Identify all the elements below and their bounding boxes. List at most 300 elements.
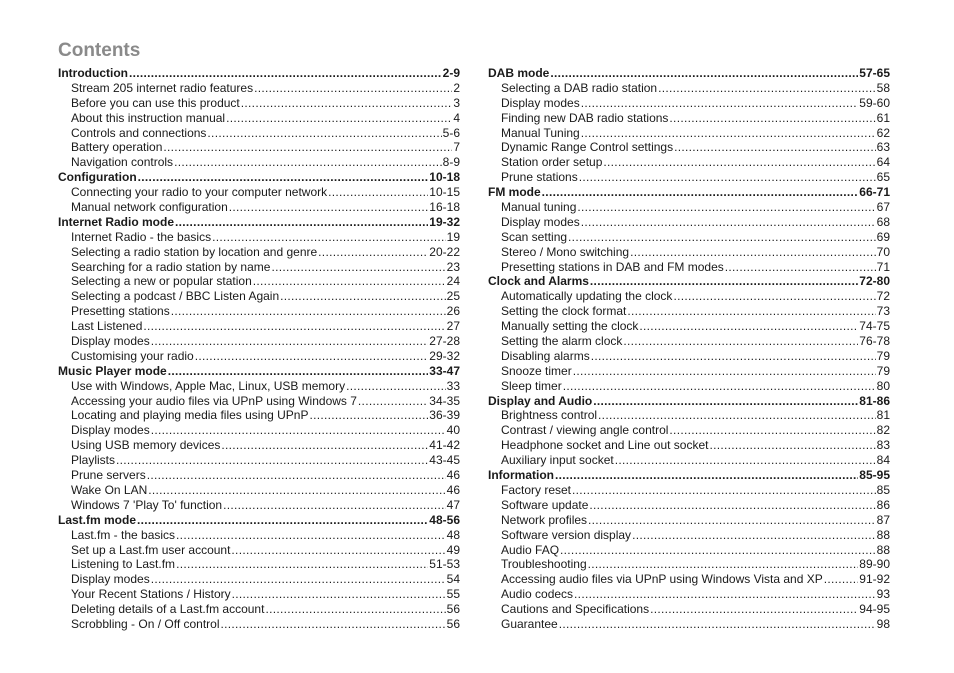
toc-entry	[488, 260, 890, 275]
toc-entry	[58, 483, 460, 498]
toc-entry-page: 23	[446, 259, 460, 274]
toc-entry-page: 81	[876, 408, 890, 423]
toc-entry-page: 72	[876, 289, 890, 304]
toc-entry-label: Software version display	[501, 527, 632, 542]
toc-section-entry	[58, 66, 460, 81]
toc-leader-dots	[176, 528, 446, 543]
toc-entry-label: Locating and playing media files using UPnP	[71, 408, 309, 423]
toc-entry-page: 41-42	[429, 438, 460, 453]
toc-entry-page: 62	[876, 125, 890, 140]
toc-entry	[58, 543, 460, 558]
toc-leader-dots	[593, 394, 858, 409]
toc-entry-page: 83	[876, 438, 890, 453]
toc-entry-page: 49	[446, 542, 460, 557]
toc-leader-dots	[280, 289, 446, 304]
toc-entry-label: Disabling alarms	[501, 348, 590, 363]
toc-leader-dots	[174, 155, 442, 170]
toc-entry-page: 80	[876, 378, 890, 393]
toc-entry-label: Accessing your audio files via UPnP using Windows 7	[71, 393, 357, 408]
toc-entry-label: Troubleshooting	[501, 557, 587, 572]
toc-entry-label: Dynamic Range Control settings	[501, 140, 674, 155]
toc-leader-dots	[573, 364, 876, 379]
toc-leader-dots	[581, 215, 876, 230]
toc-entry	[488, 602, 890, 617]
toc-entry-label: Display modes	[71, 334, 150, 349]
toc-entry-page: 73	[876, 304, 890, 319]
toc-entry-label: Display and Audio	[488, 393, 593, 408]
toc-entry-page: 56	[446, 602, 460, 617]
toc-entry-label: Scan setting	[501, 229, 568, 244]
toc-entry-label: DAB mode	[488, 66, 550, 80]
toc-entry-page: 33-47	[429, 363, 460, 378]
toc-entry	[58, 230, 460, 245]
toc-entry-page: 74-75	[859, 319, 890, 334]
toc-entry-label: Manual Tuning	[501, 125, 580, 140]
toc-entry-label: FM mode	[488, 185, 541, 200]
toc-leader-dots	[175, 215, 428, 230]
toc-entry	[58, 140, 460, 155]
toc-entry-label: Network profiles	[501, 512, 588, 527]
toc-entry	[58, 334, 460, 349]
toc-entry-page: 66-71	[859, 185, 890, 200]
toc-leader-dots	[171, 304, 446, 319]
toc-leader-dots	[254, 81, 452, 96]
toc-section-entry	[58, 170, 460, 185]
toc-entry-page: 7	[453, 140, 460, 155]
toc-entry	[58, 260, 460, 275]
toc-leader-dots	[151, 423, 446, 438]
toc-entry-label: Your Recent Stations / History	[71, 587, 231, 602]
toc-entry-page: 46	[446, 468, 460, 483]
toc-entry-label: Manually setting the clock	[501, 319, 639, 334]
toc-entry	[58, 185, 460, 200]
toc-leader-dots	[271, 260, 445, 275]
toc-entry-page: 85	[876, 482, 890, 497]
toc-leader-dots	[318, 245, 428, 260]
toc-entry-label: Using USB memory devices	[71, 438, 221, 453]
toc-leader-dots	[550, 66, 858, 81]
toc-leader-dots	[725, 260, 876, 275]
toc-leader-dots	[669, 423, 875, 438]
toc-entry	[488, 140, 890, 155]
toc-entry-page: 4	[453, 110, 460, 125]
toc-entry-page: 98	[876, 616, 890, 631]
toc-entry-label: Accessing audio files via UPnP using Windows Vista and XP	[501, 572, 823, 587]
toc-entry-label: Guarantee	[501, 616, 558, 631]
toc-entry	[488, 587, 890, 602]
toc-entry	[58, 349, 460, 364]
toc-entry-label: Selecting a radio station by location and genre	[71, 244, 318, 259]
toc-leader-dots	[346, 379, 446, 394]
toc-entry	[488, 617, 890, 632]
toc-entry-label: Use with Windows, Apple Mac, Linux, USB memory	[71, 378, 346, 393]
toc-entry-label: Before you can use this product	[71, 95, 240, 110]
toc-entry-label: Scrobbling - On / Off control	[71, 616, 220, 631]
toc-entry-label: Windows 7 'Play To' function	[71, 497, 223, 512]
toc-leader-dots	[591, 349, 876, 364]
toc-leader-dots	[603, 155, 875, 170]
toc-entry	[488, 170, 890, 185]
toc-entry-label: Introduction	[58, 66, 128, 80]
toc-entry-page: 88	[876, 527, 890, 542]
toc-leader-dots	[589, 498, 875, 513]
page-title: Contents	[58, 40, 141, 61]
toc-entry-page: 88	[876, 542, 890, 557]
toc-entry-label: Brightness control	[501, 408, 598, 423]
toc-entry-page: 59-60	[859, 95, 890, 110]
toc-entry-page: 68	[876, 214, 890, 229]
toc-leader-dots	[574, 587, 876, 602]
toc-entry	[58, 468, 460, 483]
toc-entry-page: 10-15	[429, 185, 460, 200]
toc-entry-label: Presetting stations in DAB and FM modes	[501, 259, 724, 274]
toc-entry-label: Connecting your radio to your computer network	[71, 185, 328, 200]
toc-entry	[488, 498, 890, 513]
toc-entry-label: Setting the alarm clock	[501, 334, 623, 349]
toc-entry-label: Navigation controls	[71, 155, 174, 170]
toc-entry-page: 85-95	[859, 468, 890, 483]
toc-entry	[488, 349, 890, 364]
toc-entry	[58, 617, 460, 632]
toc-right-column	[488, 66, 890, 632]
toc-entry-page: 89-90	[859, 557, 890, 572]
toc-leader-dots	[630, 245, 876, 260]
toc-entry	[58, 498, 460, 513]
toc-leader-dots	[673, 289, 875, 304]
toc-leader-dots	[588, 513, 876, 528]
toc-leader-dots	[207, 126, 441, 141]
toc-entry-label: Wake On LAN	[71, 482, 148, 497]
toc-entry-page: 69	[876, 229, 890, 244]
toc-section-entry	[488, 394, 890, 409]
toc-entry	[488, 126, 890, 141]
toc-entry-label: Cautions and Specifications	[501, 602, 650, 617]
toc-leader-dots	[632, 528, 876, 543]
toc-entry	[58, 572, 460, 587]
toc-entry-label: Information	[488, 468, 554, 483]
toc-entry	[488, 379, 890, 394]
toc-entry-page: 63	[876, 140, 890, 155]
toc-leader-dots	[674, 140, 876, 155]
toc-entry-page: 58	[876, 80, 890, 95]
toc-leader-dots	[563, 379, 876, 394]
toc-entry-label: Presetting stations	[71, 304, 170, 319]
toc-entry-label: Selecting a DAB radio station	[501, 80, 658, 95]
toc-entry	[58, 394, 460, 409]
toc-entry	[58, 126, 460, 141]
toc-leader-dots	[151, 334, 429, 349]
toc-entry-label: About this instruction manual	[71, 110, 226, 125]
toc-leader-dots	[590, 274, 858, 289]
toc-entry-page: 64	[876, 155, 890, 170]
toc-section-entry	[488, 66, 890, 81]
toc-leader-dots	[627, 304, 875, 319]
toc-leader-dots	[555, 468, 858, 483]
toc-leader-dots	[129, 66, 442, 81]
toc-entry-label: Set up a Last.fm user account	[71, 542, 231, 557]
toc-entry-label: Display modes	[71, 572, 150, 587]
toc-entry-label: Setting the clock format	[501, 304, 627, 319]
toc-entry	[488, 81, 890, 96]
toc-section-entry	[58, 215, 460, 230]
toc-entry	[58, 96, 460, 111]
toc-leader-dots	[176, 557, 428, 572]
toc-entry-page: 55	[446, 587, 460, 602]
toc-entry-page: 93	[876, 587, 890, 602]
toc-section-entry	[58, 513, 460, 528]
toc-leader-dots	[221, 617, 446, 632]
toc-entry-page: 16-18	[429, 200, 460, 215]
toc-leader-dots	[168, 364, 429, 379]
toc-leader-dots	[163, 140, 452, 155]
toc-entry	[58, 423, 460, 438]
toc-entry-page: 27	[446, 319, 460, 334]
toc-entry-page: 36-39	[429, 408, 460, 423]
toc-leader-dots	[572, 483, 876, 498]
toc-entry-label: Internet Radio mode	[58, 214, 175, 229]
toc-entry-page: 61	[876, 110, 890, 125]
toc-entry-page: 33	[446, 378, 460, 393]
toc-leader-dots	[568, 230, 876, 245]
toc-entry	[58, 245, 460, 260]
toc-entry-label: Station order setup	[501, 155, 603, 170]
toc-entry-label: Controls and connections	[71, 125, 207, 140]
toc-leader-dots	[221, 438, 428, 453]
toc-entry	[488, 111, 890, 126]
toc-entry-label: Auxiliary input socket	[501, 453, 614, 468]
toc-leader-dots	[147, 468, 446, 483]
toc-entry-label: Software update	[501, 497, 589, 512]
toc-entry	[58, 557, 460, 572]
toc-leader-dots	[559, 617, 876, 632]
toc-leader-dots	[148, 483, 445, 498]
toc-leader-dots	[212, 230, 446, 245]
toc-entry-label: Last.fm mode	[58, 512, 137, 527]
toc-entry	[488, 408, 890, 423]
toc-entry-page: 81-86	[859, 393, 890, 408]
toc-entry-page: 43-45	[429, 453, 460, 468]
toc-entry-page: 25	[446, 289, 460, 304]
toc-entry	[488, 543, 890, 558]
toc-entry-label: Headphone socket and Line out socket	[501, 438, 709, 453]
toc-entry	[488, 334, 890, 349]
toc-entry-page: 84	[876, 453, 890, 468]
toc-entry	[58, 200, 460, 215]
toc-entry	[58, 155, 460, 170]
toc-entry-page: 34-35	[429, 393, 460, 408]
toc-entry	[488, 528, 890, 543]
toc-entry-label: Selecting a new or popular station	[71, 274, 252, 289]
toc-left-column	[58, 66, 460, 632]
toc-entry-label: Deleting details of a Last.fm account	[71, 602, 265, 617]
toc-entry-page: 79	[876, 363, 890, 378]
toc-entry-label: Display modes	[71, 423, 150, 438]
toc-entry	[58, 528, 460, 543]
toc-entry	[488, 572, 890, 587]
toc-leader-dots	[581, 96, 859, 111]
toc-entry-label: Contrast / viewing angle control	[501, 423, 669, 438]
toc-entry-page: 70	[876, 244, 890, 259]
toc-section-entry	[488, 274, 890, 289]
toc-entry-page: 27-28	[429, 334, 460, 349]
toc-leader-dots	[358, 394, 428, 409]
toc-entry	[58, 81, 460, 96]
toc-entry	[58, 274, 460, 289]
toc-entry-page: 29-32	[429, 348, 460, 363]
toc-entry-page: 2	[453, 80, 460, 95]
toc-entry-label: Manual network configuration	[71, 200, 228, 215]
toc-entry	[58, 304, 460, 319]
toc-leader-dots	[542, 185, 859, 200]
toc-leader-dots	[658, 81, 876, 96]
toc-entry-page: 26	[446, 304, 460, 319]
toc-entry-page: 40	[446, 423, 460, 438]
toc-entry	[488, 483, 890, 498]
toc-leader-dots	[579, 170, 876, 185]
toc-entry-label: Clock and Alarms	[488, 274, 589, 289]
toc-entry-page: 8-9	[442, 155, 460, 170]
toc-entry	[488, 200, 890, 215]
toc-entry-page: 57-65	[859, 66, 890, 80]
toc-leader-dots	[241, 96, 453, 111]
toc-entry	[58, 602, 460, 617]
toc-leader-dots	[623, 334, 858, 349]
toc-leader-dots	[709, 438, 875, 453]
toc-leader-dots	[138, 170, 429, 185]
toc-entry	[58, 408, 460, 423]
toc-leader-dots	[229, 200, 429, 215]
toc-leader-dots	[581, 126, 876, 141]
toc-leader-dots	[577, 200, 875, 215]
toc-entry-page: 71	[876, 259, 890, 274]
toc-entry	[488, 513, 890, 528]
toc-leader-dots	[824, 572, 859, 587]
toc-entry-page: 48-56	[429, 512, 460, 527]
toc-entry-page: 10-18	[429, 170, 460, 185]
toc-entry-label: Sleep timer	[501, 378, 562, 393]
toc-entry	[488, 319, 890, 334]
toc-entry	[488, 155, 890, 170]
toc-entry-label: Last.fm - the basics	[71, 527, 176, 542]
toc-entry-page: 3	[453, 95, 460, 110]
toc-entry-page: 76-78	[859, 334, 890, 349]
toc-leader-dots	[223, 498, 446, 513]
toc-section-entry	[488, 468, 890, 483]
toc-entry	[488, 230, 890, 245]
toc-entry-label: Playlists	[71, 453, 116, 468]
toc-entry-label: Selecting a podcast / BBC Listen Again	[71, 289, 280, 304]
toc-entry	[488, 289, 890, 304]
toc-leader-dots	[137, 513, 428, 528]
toc-entry-page: 79	[876, 348, 890, 363]
toc-entry-label: Manual tuning	[501, 200, 577, 215]
toc-entry-page: 87	[876, 512, 890, 527]
toc-entry-label: Audio FAQ	[501, 542, 560, 557]
toc-entry-page: 82	[876, 423, 890, 438]
toc-entry-page: 19-32	[429, 214, 460, 229]
toc-entry	[488, 304, 890, 319]
toc-leader-dots	[151, 572, 446, 587]
toc-entry	[58, 289, 460, 304]
toc-leader-dots	[639, 319, 858, 334]
toc-entry-page: 47	[446, 497, 460, 512]
toc-entry-label: Searching for a radio station by name	[71, 259, 271, 274]
toc-entry-page: 20-22	[429, 244, 460, 259]
toc-leader-dots	[650, 602, 858, 617]
toc-entry-label: Display modes	[501, 214, 580, 229]
toc-leader-dots	[143, 319, 445, 334]
toc-entry	[488, 453, 890, 468]
toc-entry-label: Stereo / Mono switching	[501, 244, 630, 259]
toc-leader-dots	[226, 111, 452, 126]
toc-entry-label: Last Listened	[71, 319, 143, 334]
toc-entry-label: Internet Radio - the basics	[71, 229, 212, 244]
toc-entry-label: Listening to Last.fm	[71, 557, 176, 572]
toc-entry-page: 2-9	[442, 66, 460, 80]
toc-entry-page: 86	[876, 497, 890, 512]
toc-leader-dots	[615, 453, 876, 468]
toc-leader-dots	[598, 408, 876, 423]
toc-leader-dots	[309, 408, 428, 423]
toc-entry	[58, 379, 460, 394]
toc-leader-dots	[669, 111, 875, 126]
toc-entry-page: 24	[446, 274, 460, 289]
toc-entry-page: 19	[446, 229, 460, 244]
toc-section-entry	[58, 364, 460, 379]
toc-entry-page: 65	[876, 170, 890, 185]
toc-entry	[488, 423, 890, 438]
toc-entry	[488, 96, 890, 111]
toc-leader-dots	[232, 587, 446, 602]
toc-entry	[488, 245, 890, 260]
toc-leader-dots	[265, 602, 445, 617]
toc-leader-dots	[253, 274, 446, 289]
toc-entry-label: Automatically updating the clock	[501, 289, 673, 304]
toc-entry-label: Factory reset	[501, 482, 572, 497]
toc-entry	[58, 111, 460, 126]
toc-entry	[488, 215, 890, 230]
toc-entry	[58, 453, 460, 468]
toc-leader-dots	[231, 543, 445, 558]
toc-entry-page: 51-53	[429, 557, 460, 572]
toc-entry-label: Stream 205 internet radio features	[71, 80, 254, 95]
toc-entry-label: Finding new DAB radio stations	[501, 110, 669, 125]
toc-entry-label: Snooze timer	[501, 363, 572, 378]
toc-leader-dots	[560, 543, 876, 558]
toc-entry-page: 56	[446, 616, 460, 631]
toc-entry	[58, 438, 460, 453]
toc-entry-page: 5-6	[442, 125, 460, 140]
toc-entry-page: 54	[446, 572, 460, 587]
toc-entry-label: Battery operation	[71, 140, 163, 155]
toc-entry	[488, 438, 890, 453]
toc-entry	[488, 364, 890, 379]
toc-entry-label: Music Player mode	[58, 363, 167, 378]
toc-entry-label: Display modes	[501, 95, 580, 110]
toc-leader-dots	[116, 453, 428, 468]
toc-entry-page: 91-92	[859, 572, 890, 587]
toc-entry-page: 67	[876, 200, 890, 215]
toc-leader-dots	[328, 185, 428, 200]
toc-entry-label: Configuration	[58, 170, 137, 185]
toc-entry	[488, 557, 890, 572]
toc-leader-dots	[195, 349, 429, 364]
toc-entry	[58, 587, 460, 602]
toc-entry-page: 72-80	[859, 274, 890, 289]
toc-entry-page: 46	[446, 482, 460, 497]
toc-entry	[58, 319, 460, 334]
toc-entry-label: Audio codecs	[501, 587, 574, 602]
